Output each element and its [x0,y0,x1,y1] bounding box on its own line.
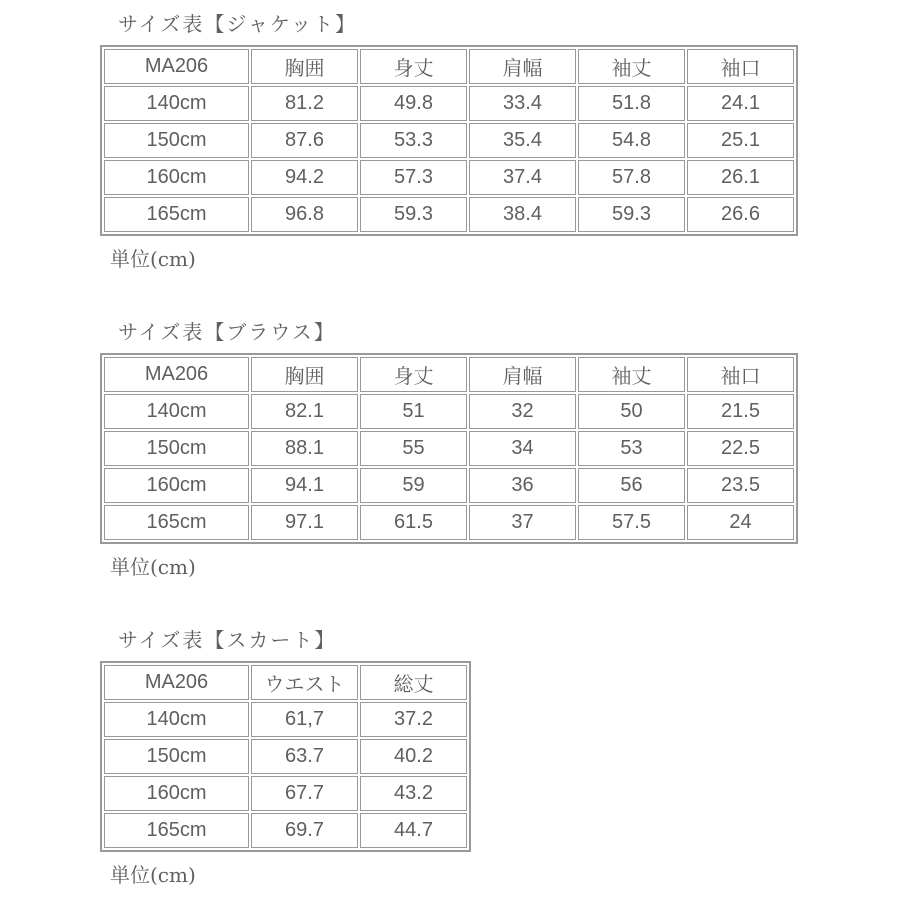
section-skirt [100,624,900,888]
table-row [104,86,794,121]
size-cell: 165cm [104,197,249,232]
data-cell: 59.3 [360,197,467,232]
size-cell: 140cm [104,86,249,121]
section-title-jacket: サイズ表【ジャケット】 [118,12,357,36]
data-cell: 51 [360,394,467,429]
data-cell: 94.1 [251,468,358,503]
unit-note: 単位(cm) [110,247,196,271]
data-cell: 34 [469,431,576,466]
data-cell: 87.6 [251,123,358,158]
table-row [104,739,467,774]
table-row [104,505,794,540]
table-row [104,813,467,848]
data-cell: 37 [469,505,576,540]
header-cell: 肩幅 [469,357,576,392]
data-cell: 88.1 [251,431,358,466]
data-cell: 61,7 [251,702,358,737]
data-cell: 51.8 [578,86,685,121]
data-cell: 94.2 [251,160,358,195]
data-cell: 67.7 [251,776,358,811]
data-cell: 37.2 [360,702,467,737]
data-cell: 49.8 [360,86,467,121]
data-cell: 97.1 [251,505,358,540]
data-cell: 44.7 [360,813,467,848]
data-cell: 22.5 [687,431,794,466]
data-cell: 54.8 [578,123,685,158]
header-cell: 肩幅 [469,49,576,84]
size-cell: 140cm [104,702,249,737]
table-row [104,197,794,232]
data-cell: 57.8 [578,160,685,195]
data-cell: 59 [360,468,467,503]
table-row [104,776,467,811]
data-cell: 59.3 [578,197,685,232]
data-cell: 40.2 [360,739,467,774]
table-row [104,431,794,466]
data-cell: 61.5 [360,505,467,540]
data-cell: 53 [578,431,685,466]
section-title-blouse: サイズ表【ブラウス】 [118,320,336,344]
data-cell: 63.7 [251,739,358,774]
header-cell: MA206 [104,357,249,392]
data-cell: 55 [360,431,467,466]
size-table-blouse [100,353,798,544]
table-header-row [104,665,467,700]
size-cell: 160cm [104,160,249,195]
data-cell: 23.5 [687,468,794,503]
table-header-row [104,357,794,392]
data-cell: 26.6 [687,197,794,232]
data-cell: 37.4 [469,160,576,195]
size-cell: 150cm [104,431,249,466]
data-cell: 36 [469,468,576,503]
data-cell: 96.8 [251,197,358,232]
data-cell: 43.2 [360,776,467,811]
data-cell: 69.7 [251,813,358,848]
data-cell: 33.4 [469,86,576,121]
section-title-skirt: サイズ表【スカート】 [118,628,337,652]
table-header-row [104,49,794,84]
header-cell: 身丈 [360,49,467,84]
data-cell: 57.3 [360,160,467,195]
data-cell: 57.5 [578,505,685,540]
header-cell: 袖口 [687,357,794,392]
table-row [104,160,794,195]
data-cell: 25.1 [687,123,794,158]
header-cell: MA206 [104,49,249,84]
data-cell: 81.2 [251,86,358,121]
data-cell: 53.3 [360,123,467,158]
data-cell: 21.5 [687,394,794,429]
header-cell: 袖丈 [578,49,685,84]
table-row [104,702,467,737]
size-cell: 150cm [104,123,249,158]
header-cell: 身丈 [360,357,467,392]
size-table-jacket [100,45,798,236]
size-cell: 165cm [104,813,249,848]
data-cell: 50 [578,394,685,429]
table-row [104,123,794,158]
size-cell: 140cm [104,394,249,429]
table-row [104,468,794,503]
data-cell: 24 [687,505,794,540]
header-cell: 胸囲 [251,357,358,392]
header-cell: 袖丈 [578,357,685,392]
data-cell: 82.1 [251,394,358,429]
table-row [104,394,794,429]
header-cell: 袖口 [687,49,794,84]
data-cell: 56 [578,468,685,503]
size-cell: 150cm [104,739,249,774]
size-cell: 160cm [104,776,249,811]
section-jacket [100,8,900,272]
header-cell: MA206 [104,665,249,700]
data-cell: 24.1 [687,86,794,121]
data-cell: 26.1 [687,160,794,195]
size-table-skirt [100,661,471,852]
size-cell: 165cm [104,505,249,540]
data-cell: 38.4 [469,197,576,232]
unit-note: 単位(cm) [110,555,196,579]
header-cell: 総丈 [360,665,467,700]
data-cell: 32 [469,394,576,429]
data-cell: 35.4 [469,123,576,158]
header-cell: ウエスト [251,665,358,700]
size-cell: 160cm [104,468,249,503]
unit-note: 単位(cm) [110,863,196,887]
section-blouse [100,316,900,580]
header-cell: 胸囲 [251,49,358,84]
